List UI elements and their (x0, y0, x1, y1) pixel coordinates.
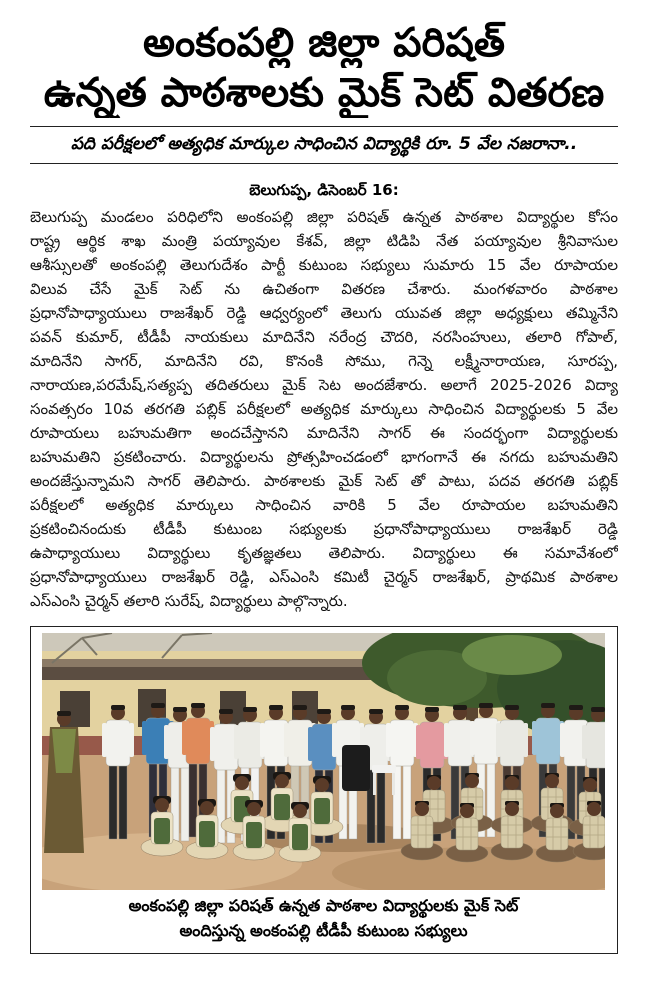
dateline: బెలుగుప్ప, డిసెంబర్ 16: (249, 181, 399, 199)
article-body-line: ఎస్ఎంసి చైర్మన్ తలారి సురేష్, విద్యార్థులు పాల్గొన్నారు. (30, 592, 348, 610)
article-body-line: నారాయణ,పరమేష్,సత్యప్ప తదితరులు మైక్ సెట అందజేశారు. అలాగే 2025-2026 విద్యా (30, 376, 618, 394)
article-body-line: పరీక్షలలో అత్యధిక మార్కులు సాధించిన వారికి 5 వేల రూపాయల బహుమతిని (30, 496, 618, 514)
article-body-line: విలువ చేసే మైక్ సెట్ ను ఉచితంగా వితరణ చేశారు. మంగళవారం పాఠశాల (30, 280, 618, 298)
news-photo (42, 633, 605, 890)
headline-line-1: అంకంపల్లి జిల్లా పరిషత్ (143, 20, 505, 66)
article-body (30, 205, 618, 613)
subheadline-box (30, 126, 618, 164)
article-body-line: సంవత్సరం 10వ తరగతి పబ్లిక్ పరీక్షలలో అత్యధిక మార్కులు సాధించిన విద్యార్థులకు 5 వేల (30, 400, 618, 418)
article-body-line: అందజేస్తున్నామని సాగర్ తెలిపారు. పాఠశాలకు మైక్ సెట్ తో పాటు, పదవ తరగతి పబ్లిక్ (30, 472, 618, 490)
subheadline: పది పరీక్షలలో అత్యధిక మార్కుల సాధించిన విద్యార్థికి రూ. 5 వేల నజరానా.. (70, 134, 578, 154)
chair-leg (392, 773, 395, 795)
article-body-line: బహుమతిని ప్రకటించారు. విద్యార్థులను ప్రోత్సహించడంలో భాగంగానే ఈ నగదు బహుమతిని (30, 448, 618, 466)
headline-line-2: ఉన్నత పాఠశాలకు మైక్ సెట్ వితరణ (43, 70, 605, 116)
speaker-box (342, 745, 370, 791)
article-body-line: మాదినేని సాగర్, మాదినేని రవి, కొనంకి సోము, గెన్నె లక్ష్మీనారాయణ, సూరప్ప, (30, 352, 618, 370)
article-body-line: ప్రధానోపాధ్యాయులు రాజశేఖర్ రెడ్డి ఆధ్వర్యంలో తెలుగు యువత జిల్లా అధ్యక్షులు తమ్మినేని (30, 304, 618, 322)
article-body-line: ఉపాధ్యాయులు విద్యార్థులు కృతజ్ఞతలు తెలిపారు. విద్యార్థులు ఈ సమావేశంలో (30, 544, 618, 562)
chair (372, 765, 396, 773)
article-body-line: ప్రధానోపాధ్యాయులు రాజశేఖర్ రెడ్డి, ఎస్ఎంసి కమిటీ చైర్మన్ రాజశేఖర్, ప్రాథమిక పాఠశాల (30, 568, 618, 586)
article-body-line: ప్రకటించినందుకు టీడీపీ కుటుంబ సభ్యులకు ప్రధానోపాధ్యాయులు రాజశేఖర్ రెడ్డి (30, 520, 618, 538)
chair-leg (373, 773, 376, 795)
article-body-line: బెలుగుప్ప మండలం పరిధిలోని అంకంపల్లి జిల్లా పరిషత్ ఉన్నత పాఠశాల విద్యార్థుల కోసం (30, 208, 618, 226)
article-body-line: పవన్ కుమార్, టీడీపీ నాయకులు మాదినేని నరేంద్ర చౌదరి, నరసింహులు, తలారి గోపాల్, (30, 328, 618, 346)
photo-caption-line-1: అంకంపల్లి జిల్లా పరిషత్ ఉన్నత పాఠశాల విద్యార్థులకు మైక్ సెట్ (128, 896, 519, 915)
article-body-line: రాష్ట్ర ఆర్థిక శాఖ మంత్రి పయ్యావుల కేశవ్, జిల్లా టిడిపి నేత పయ్యావుల శ్రీనివాసుల (30, 232, 618, 250)
news-photo-image (42, 633, 605, 890)
photo-caption-line-2: అందిస్తున్న అంకంపల్లి టీడీపీ కుటుంబ సభ్యులు (179, 921, 468, 940)
article-body-line: ఆశీస్సులతో అంకంపల్లి తెలుగుదేశం పార్టీ కుటుంబ సభ్యులు సుమారు 15 వేల రూపాయల (30, 256, 618, 274)
photo-standing-person (44, 711, 84, 853)
photo-frame (30, 626, 618, 954)
article-body-line: రూపాయలు బహుమతిగా అందచేస్తానని మాదినేని సాగర్ ఈ సందర్భంగా విద్యార్థులకు (30, 424, 618, 442)
